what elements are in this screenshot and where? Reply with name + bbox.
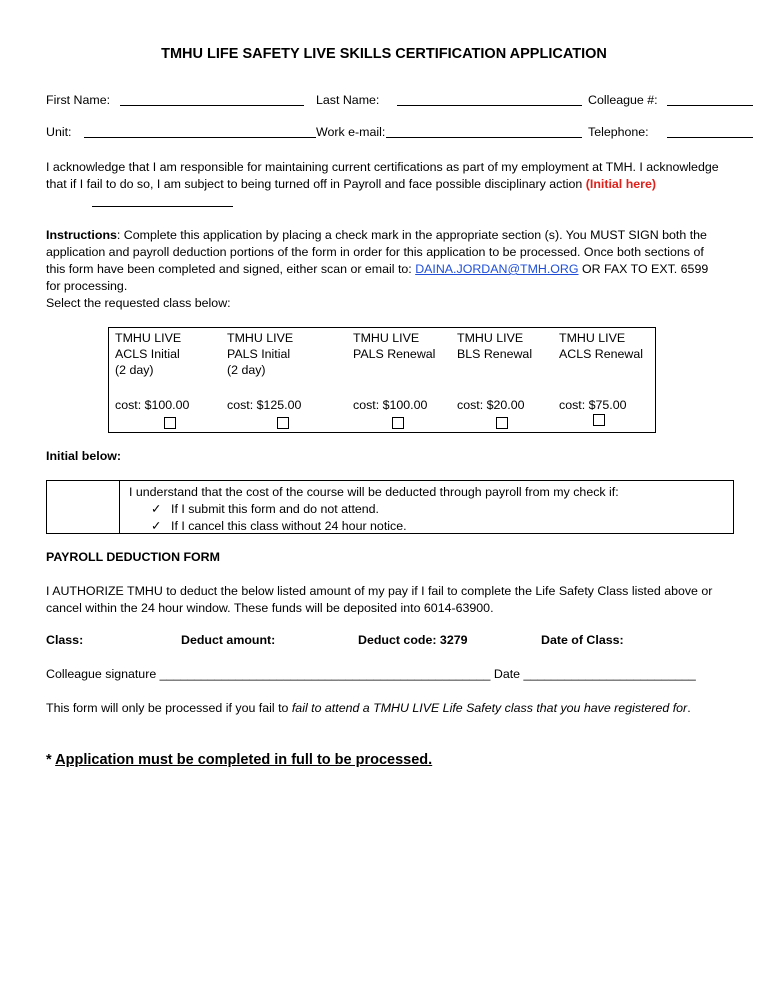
class-cost: cost: $20.00 [457, 398, 525, 412]
date-of-class-label: Date of Class: [541, 633, 624, 647]
understand-item [129, 501, 619, 518]
class-checkbox[interactable] [277, 417, 289, 429]
asterisk: * [46, 752, 56, 768]
first-name-field[interactable] [120, 105, 304, 106]
colleague-label: Colleague #: [588, 93, 658, 107]
class-cost: cost: $75.00 [559, 398, 627, 412]
class-checkbox[interactable] [392, 417, 404, 429]
class-name: TMHU LIVE ACLS Renewal [559, 331, 644, 361]
authorize-paragraph: I AUTHORIZE TMHU to deduct the below listed amount of my pay if I fail to complete the Life Safety Class listed above or cancel within the 24 hour window. These funds will be deposited into 6014-63900. [46, 584, 713, 615]
initial-cell[interactable] [47, 481, 120, 533]
completion-note [46, 752, 432, 768]
class-cost: cost: $100.00 [353, 398, 428, 412]
last-name-label: Last Name: [316, 93, 380, 107]
work-email-field[interactable] [386, 137, 582, 138]
class-label: Class: [46, 633, 84, 647]
instructions-paragraph [46, 227, 726, 295]
understand-item-text: If I cancel this class without 24 hour notice. [171, 519, 407, 533]
processed-italic: fail to attend a TMHU LIVE Life Safety class that you have registered for [291, 701, 688, 715]
class-checkbox[interactable] [164, 417, 176, 429]
class-name: TMHU LIVE BLS Renewal [457, 331, 533, 361]
deduct-code-label: Deduct code: 3279 [358, 633, 468, 647]
fax-text: OR FAX TO EXT. 6599 for processing. [46, 262, 709, 293]
processed-note [46, 701, 691, 715]
class-option [347, 328, 451, 432]
instructions-label: Instructions [46, 228, 117, 242]
processed-prefix: This form will only be processed if you fail to [46, 701, 292, 715]
acknowledge-paragraph [46, 159, 726, 193]
class-option [451, 328, 555, 432]
class-name: TMHU LIVE PALS Renewal [353, 331, 436, 361]
acknowledge-text: I acknowledge that I am responsible for maintaining current certifications as part of my employment at TMH. I acknowledge that if I fail to do so, I am subject to being turned off in Payroll and face possible disciplinary action [46, 160, 719, 191]
class-cost: cost: $100.00 [115, 398, 190, 412]
check-icon: ✓ [151, 502, 162, 516]
instructions-text: : Complete this application by placing a check mark in the appropriate section (s). You MUST SIGN both the application and payroll deduction portions of the form in order for this application to be processed. Once both sections of this form have been completed and signed, either scan or email to: [46, 228, 707, 276]
select-class-text: Select the requested class below: [46, 296, 231, 310]
email-link[interactable]: DAINA.JORDAN@TMH.ORG [415, 262, 579, 276]
understand-text: I understand that the cost of the course will be deducted through payroll from my check if: [129, 485, 619, 499]
telephone-label: Telephone: [588, 125, 649, 139]
unit-field[interactable] [84, 137, 316, 138]
colleague-field[interactable] [667, 105, 753, 106]
class-checkbox[interactable] [593, 414, 605, 426]
unit-label: Unit: [46, 125, 72, 139]
class-name: TMHU LIVE PALS Initial (2 day) [227, 331, 294, 377]
form-title: TMHU LIFE SAFETY LIVE SKILLS CERTIFICATION APPLICATION [161, 46, 607, 62]
last-name-field[interactable] [397, 105, 582, 106]
initial-here-field[interactable] [92, 206, 233, 207]
class-cost: cost: $125.00 [227, 398, 302, 412]
initial-here-label: (Initial here) [585, 177, 656, 191]
completion-text: Application must be completed in full to be processed. [55, 752, 433, 768]
class-option [221, 328, 325, 432]
understand-item [129, 518, 619, 535]
first-name-label: First Name: [46, 93, 111, 107]
signature-line[interactable]: Colleague signature ________________________________________________ Date _________________________ [46, 667, 696, 681]
class-name: TMHU LIVE ACLS Initial (2 day) [115, 331, 182, 377]
deduct-amount-label: Deduct amount: [181, 633, 276, 647]
payroll-heading: PAYROLL DEDUCTION FORM [46, 550, 220, 564]
understand-block [129, 484, 619, 535]
work-email-label: Work e-mail: [316, 125, 386, 139]
telephone-field[interactable] [667, 137, 753, 138]
understand-item-text: If I submit this form and do not attend. [171, 502, 379, 516]
class-selection-table [108, 327, 656, 433]
check-icon: ✓ [151, 519, 162, 533]
class-checkbox[interactable] [496, 417, 508, 429]
processed-suffix: . [687, 701, 691, 715]
class-option [553, 328, 657, 432]
initial-below-label: Initial below: [46, 449, 122, 463]
class-option [109, 328, 213, 432]
initial-table [46, 480, 734, 534]
